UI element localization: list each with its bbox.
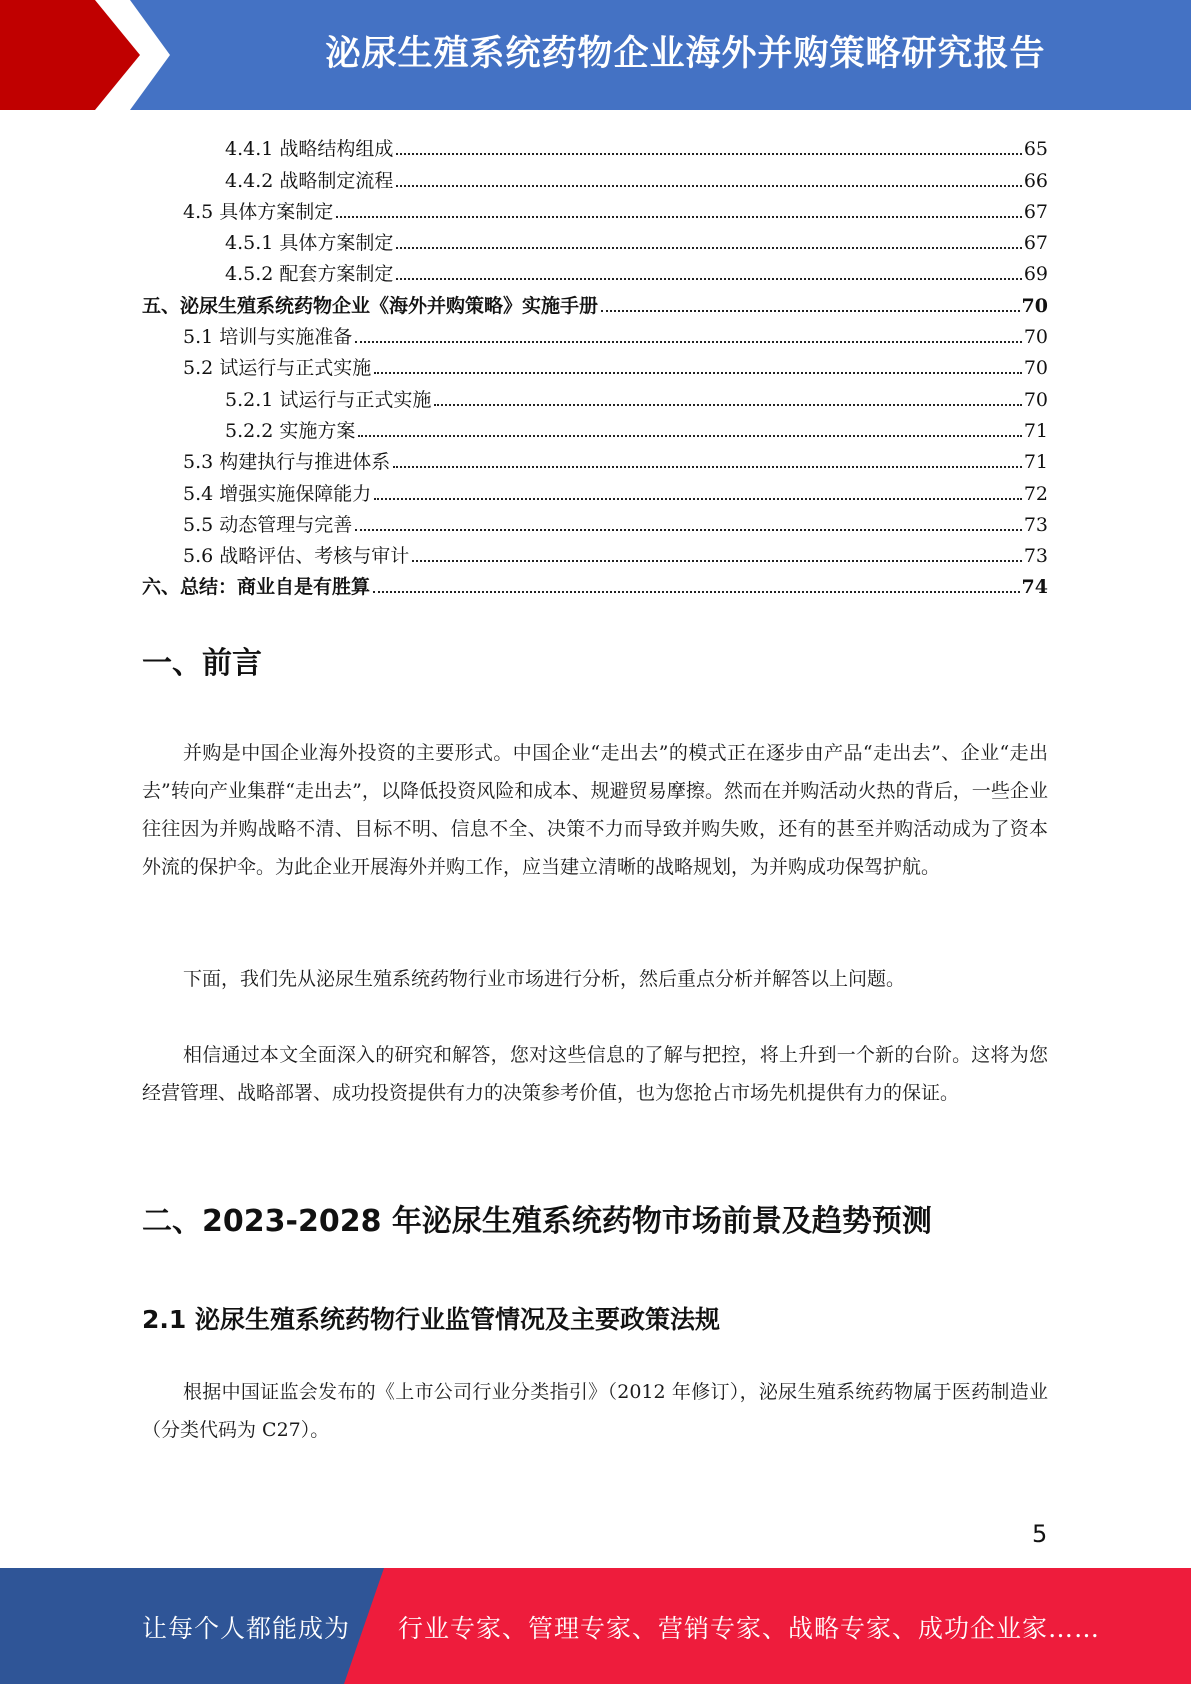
- toc-entry-label: 5.5 动态管理与完善: [183, 513, 353, 536]
- toc-entry[interactable]: [142, 285, 1048, 316]
- toc-entry-page: 73: [1023, 545, 1048, 568]
- toc-entry-label: 4.4.1 战略结构组成: [225, 138, 394, 161]
- toc-entry-label: 4.5.1 具体方案制定: [225, 232, 394, 255]
- toc-dot-leader: [396, 247, 1021, 249]
- toc-entry[interactable]: [142, 129, 1048, 160]
- section-heading-market-outlook: 二、2023-2028 年泌尿生殖系统药物市场前景及趋势预测: [142, 1204, 932, 1239]
- preface-paragraph-2: 下面，我们先从泌尿生殖系统药物行业市场进行分析，然后重点分析并解答以上问题。: [183, 968, 906, 990]
- toc-entry[interactable]: [142, 160, 1048, 191]
- toc-entry-label: 六、总结：商业自是有胜算: [142, 576, 371, 599]
- toc-entry-page: 67: [1023, 200, 1048, 223]
- toc-entry-label: 5.3 构建执行与推进体系: [183, 451, 391, 474]
- toc-dot-leader: [373, 591, 1020, 593]
- preface-paragraph-1: 并购是中国企业海外投资的主要形式。中国企业“走出去”的模式正在逐步由产品“走出去”、企业“走出去”转向产业集群“走出去”，以降低投资风险和成本、规避贸易摩擦。然而在并购活动火热的背后，一些企业往往因为并购战略不清、目标不明、信息不全、决策不力而导致并购失败，还有的甚至并购活动成为了资本外流的保护伞。为此企业开展海外并购工作，应当建立清晰的战略规划，为并购成功保驾护航。: [142, 742, 1048, 878]
- toc-entry[interactable]: [142, 192, 1048, 223]
- toc-entry-page: 73: [1023, 513, 1048, 536]
- toc-entry-label: 4.5 具体方案制定: [183, 200, 334, 223]
- toc-entry-label: 4.4.2 战略制定流程: [225, 169, 394, 192]
- toc-entry-label: 5.2 试运行与正式实施: [183, 357, 372, 380]
- toc-entry-page: 70: [1023, 357, 1048, 380]
- toc-dot-leader: [393, 466, 1022, 468]
- toc-entry-page: 70: [1023, 326, 1048, 349]
- toc-dot-leader: [434, 404, 1021, 406]
- regulation-paragraph: 根据中国证监会发布的《上市公司行业分类指引》（2012 年修订），泌尿生殖系统药物属于医药制造业（分类代码为 C27）。: [142, 1381, 1048, 1441]
- subsection-heading-regulation: 2.1 泌尿生殖系统药物行业监管情况及主要政策法规: [142, 1305, 720, 1334]
- footer-slogan-left: 让每个人都能成为: [142, 1614, 351, 1643]
- toc-dot-leader: [412, 560, 1022, 562]
- toc-dot-leader: [355, 529, 1022, 531]
- toc-entry-label: 5.6 战略评估、考核与审计: [183, 545, 410, 568]
- toc-entry[interactable]: [142, 317, 1048, 348]
- toc-entry-page: 67: [1023, 232, 1048, 255]
- toc-entry-page: 70: [1023, 388, 1048, 411]
- toc-dot-leader: [374, 498, 1022, 500]
- toc-entry-page: 69: [1023, 263, 1048, 286]
- toc-entry[interactable]: [142, 411, 1048, 442]
- toc-entry[interactable]: [142, 442, 1048, 473]
- toc-dot-leader: [358, 435, 1021, 437]
- toc-dot-leader: [336, 216, 1022, 218]
- toc-entry-page: 65: [1023, 138, 1048, 161]
- toc-entry[interactable]: [142, 348, 1048, 379]
- toc-dot-leader: [374, 372, 1022, 374]
- footer-slogan-right: 行业专家、管理专家、营销专家、战略专家、成功企业家……: [398, 1614, 1101, 1643]
- toc-entry-label: 4.5.2 配套方案制定: [225, 263, 394, 286]
- toc-entry[interactable]: [142, 254, 1048, 285]
- toc-entry-label: 5.2.1 试运行与正式实施: [225, 388, 432, 411]
- toc-entry-label: 5.4 增强实施保障能力: [183, 482, 372, 505]
- toc-dot-leader: [396, 278, 1021, 280]
- toc-dot-leader: [396, 153, 1021, 155]
- toc-entry-page: 71: [1023, 419, 1048, 442]
- page-header: [0, 0, 1191, 110]
- toc-dot-leader: [355, 341, 1022, 343]
- toc-dot-leader: [396, 185, 1021, 187]
- toc-entry[interactable]: [142, 567, 1048, 598]
- page-number: 5: [1032, 1520, 1048, 1548]
- toc-entry-page: 66: [1023, 169, 1048, 192]
- toc-entry-page: 72: [1023, 482, 1048, 505]
- toc-entry-label: 五、泌尿生殖系统药物企业《海外并购策略》实施手册: [142, 294, 599, 317]
- toc-entry-label: 5.1 培训与实施准备: [183, 326, 353, 349]
- toc-entry[interactable]: [142, 473, 1048, 504]
- toc-entry[interactable]: [142, 536, 1048, 567]
- toc-entry-page: 70: [1021, 294, 1048, 317]
- toc-entry[interactable]: [142, 379, 1048, 410]
- report-title: 泌尿生殖系统药物企业海外并购策略研究报告: [325, 34, 1046, 74]
- table-of-contents: [142, 129, 1048, 598]
- preface-paragraph-3: 相信通过本文全面深入的研究和解答，您对这些信息的了解与把控，将上升到一个新的台阶。这将为您经营管理、战略部署、成功投资提供有力的决策参考价值，也为您抢占市场先机提供有力的保证。: [142, 1044, 1048, 1104]
- toc-dot-leader: [601, 310, 1020, 312]
- toc-entry-page: 71: [1023, 451, 1048, 474]
- section-heading-preface: 一、前言: [142, 646, 262, 681]
- toc-entry[interactable]: [142, 223, 1048, 254]
- toc-entry[interactable]: [142, 505, 1048, 536]
- page-footer: [0, 1568, 1191, 1684]
- toc-entry-label: 5.2.2 实施方案: [225, 419, 356, 442]
- toc-entry-page: 74: [1021, 576, 1048, 599]
